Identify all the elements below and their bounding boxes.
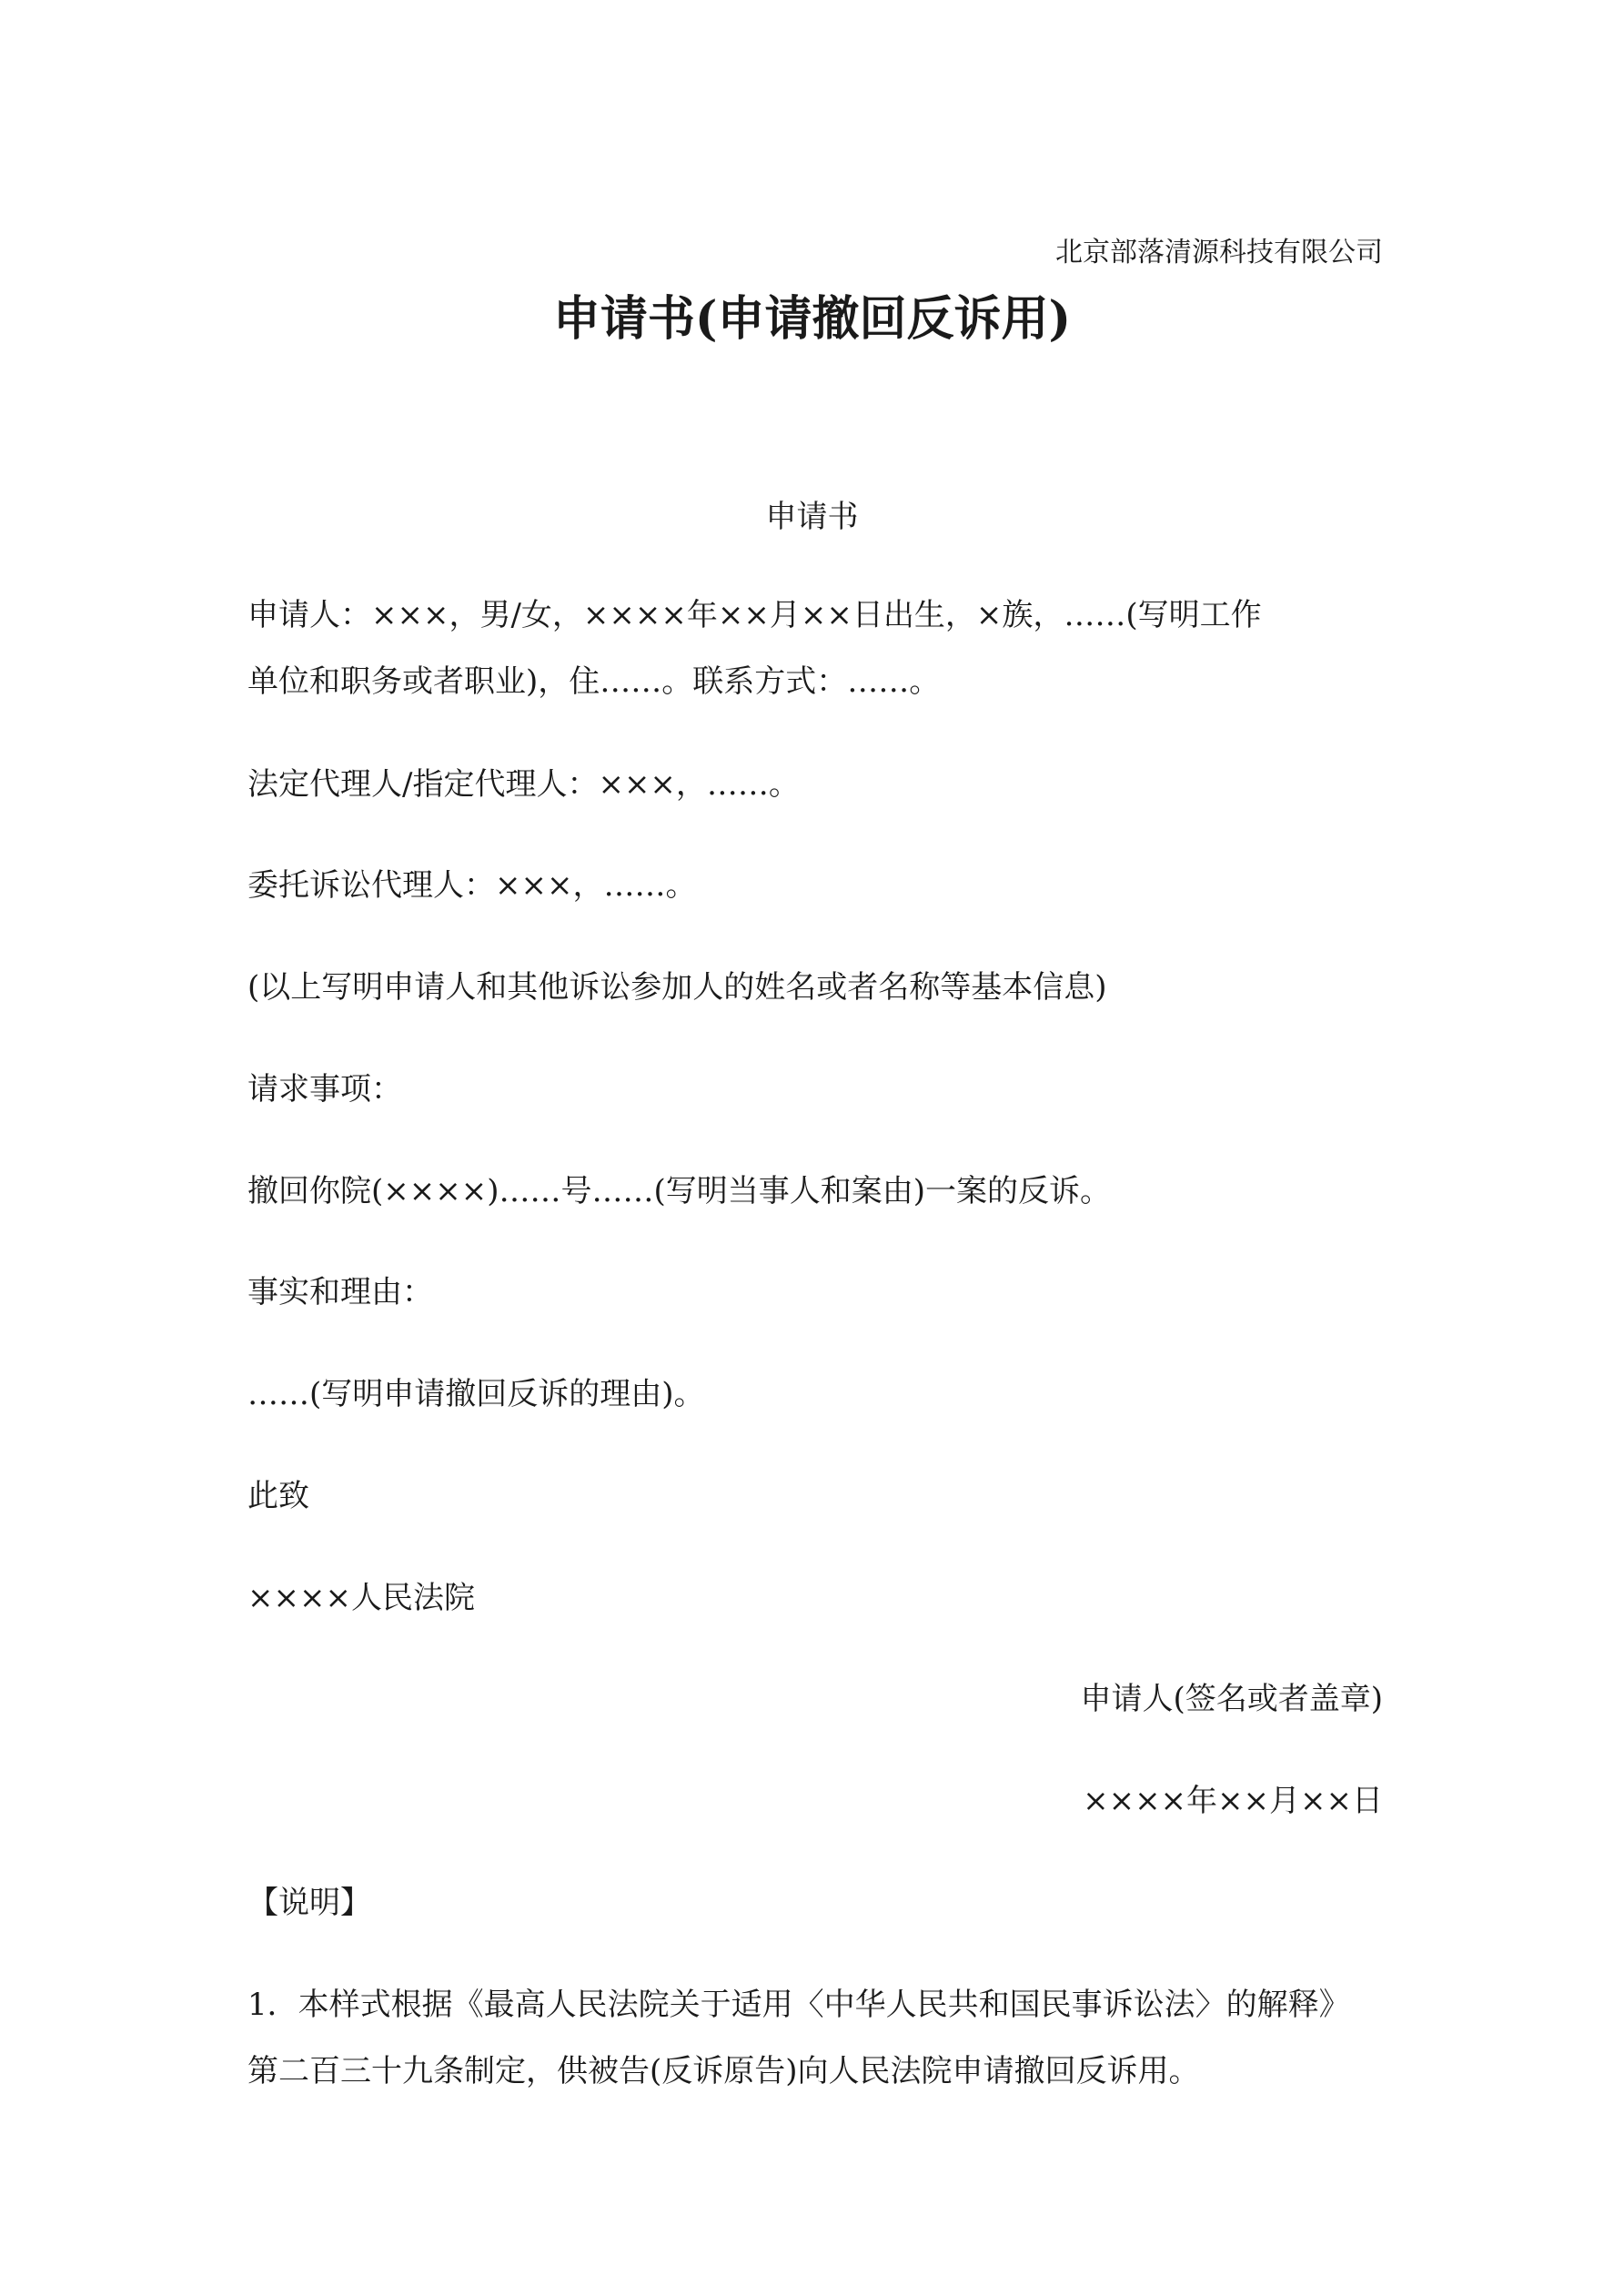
- applicant-line-1: 申请人：×××，男/女，××××年××月××日出生，×族，……(写明工作: [247, 597, 1262, 633]
- facts-text: ……(写明申请撤回反诉的理由)。: [247, 1376, 705, 1412]
- applicant-line-2: 单位和职务或者职业)，住……。联系方式：……。: [247, 663, 941, 700]
- explanation-label: 【说明】: [247, 1885, 371, 1921]
- explanation-item-1-line-2: 第二百三十九条制定，供被告(反诉原告)向人民法院申请撤回反诉用。: [247, 2053, 1200, 2089]
- salutation: 此致: [247, 1478, 309, 1514]
- explanation-item-1-line-1: 1．本样式根据《最高人民法院关于适用〈中华人民共和国民事诉讼法〉的解释》: [247, 1987, 1350, 2023]
- court-name: ××××人民法院: [247, 1580, 475, 1616]
- legal-agent-line: 法定代理人/指定代理人：×××，……。: [247, 766, 800, 803]
- claims-text: 撤回你院(××××)……号……(写明当事人和案由)一案的反诉。: [247, 1173, 1112, 1209]
- entrusted-agent-line: 委托诉讼代理人：×××，……。: [247, 867, 697, 904]
- claims-label: 请求事项：: [247, 1071, 402, 1108]
- facts-label: 事实和理由：: [247, 1274, 433, 1310]
- signature-line: 申请人(签名或者盖章): [1080, 1681, 1383, 1717]
- date-line: ××××年××月××日: [1083, 1783, 1383, 1819]
- doc-heading: 申请书: [765, 499, 859, 535]
- parties-note: (以上写明申请人和其他诉讼参加人的姓名或者名称等基本信息): [247, 969, 1107, 1006]
- document-title: 申请书(申请撤回反诉用): [552, 291, 1072, 347]
- company-name: 北京部落清源科技有限公司: [1055, 237, 1383, 268]
